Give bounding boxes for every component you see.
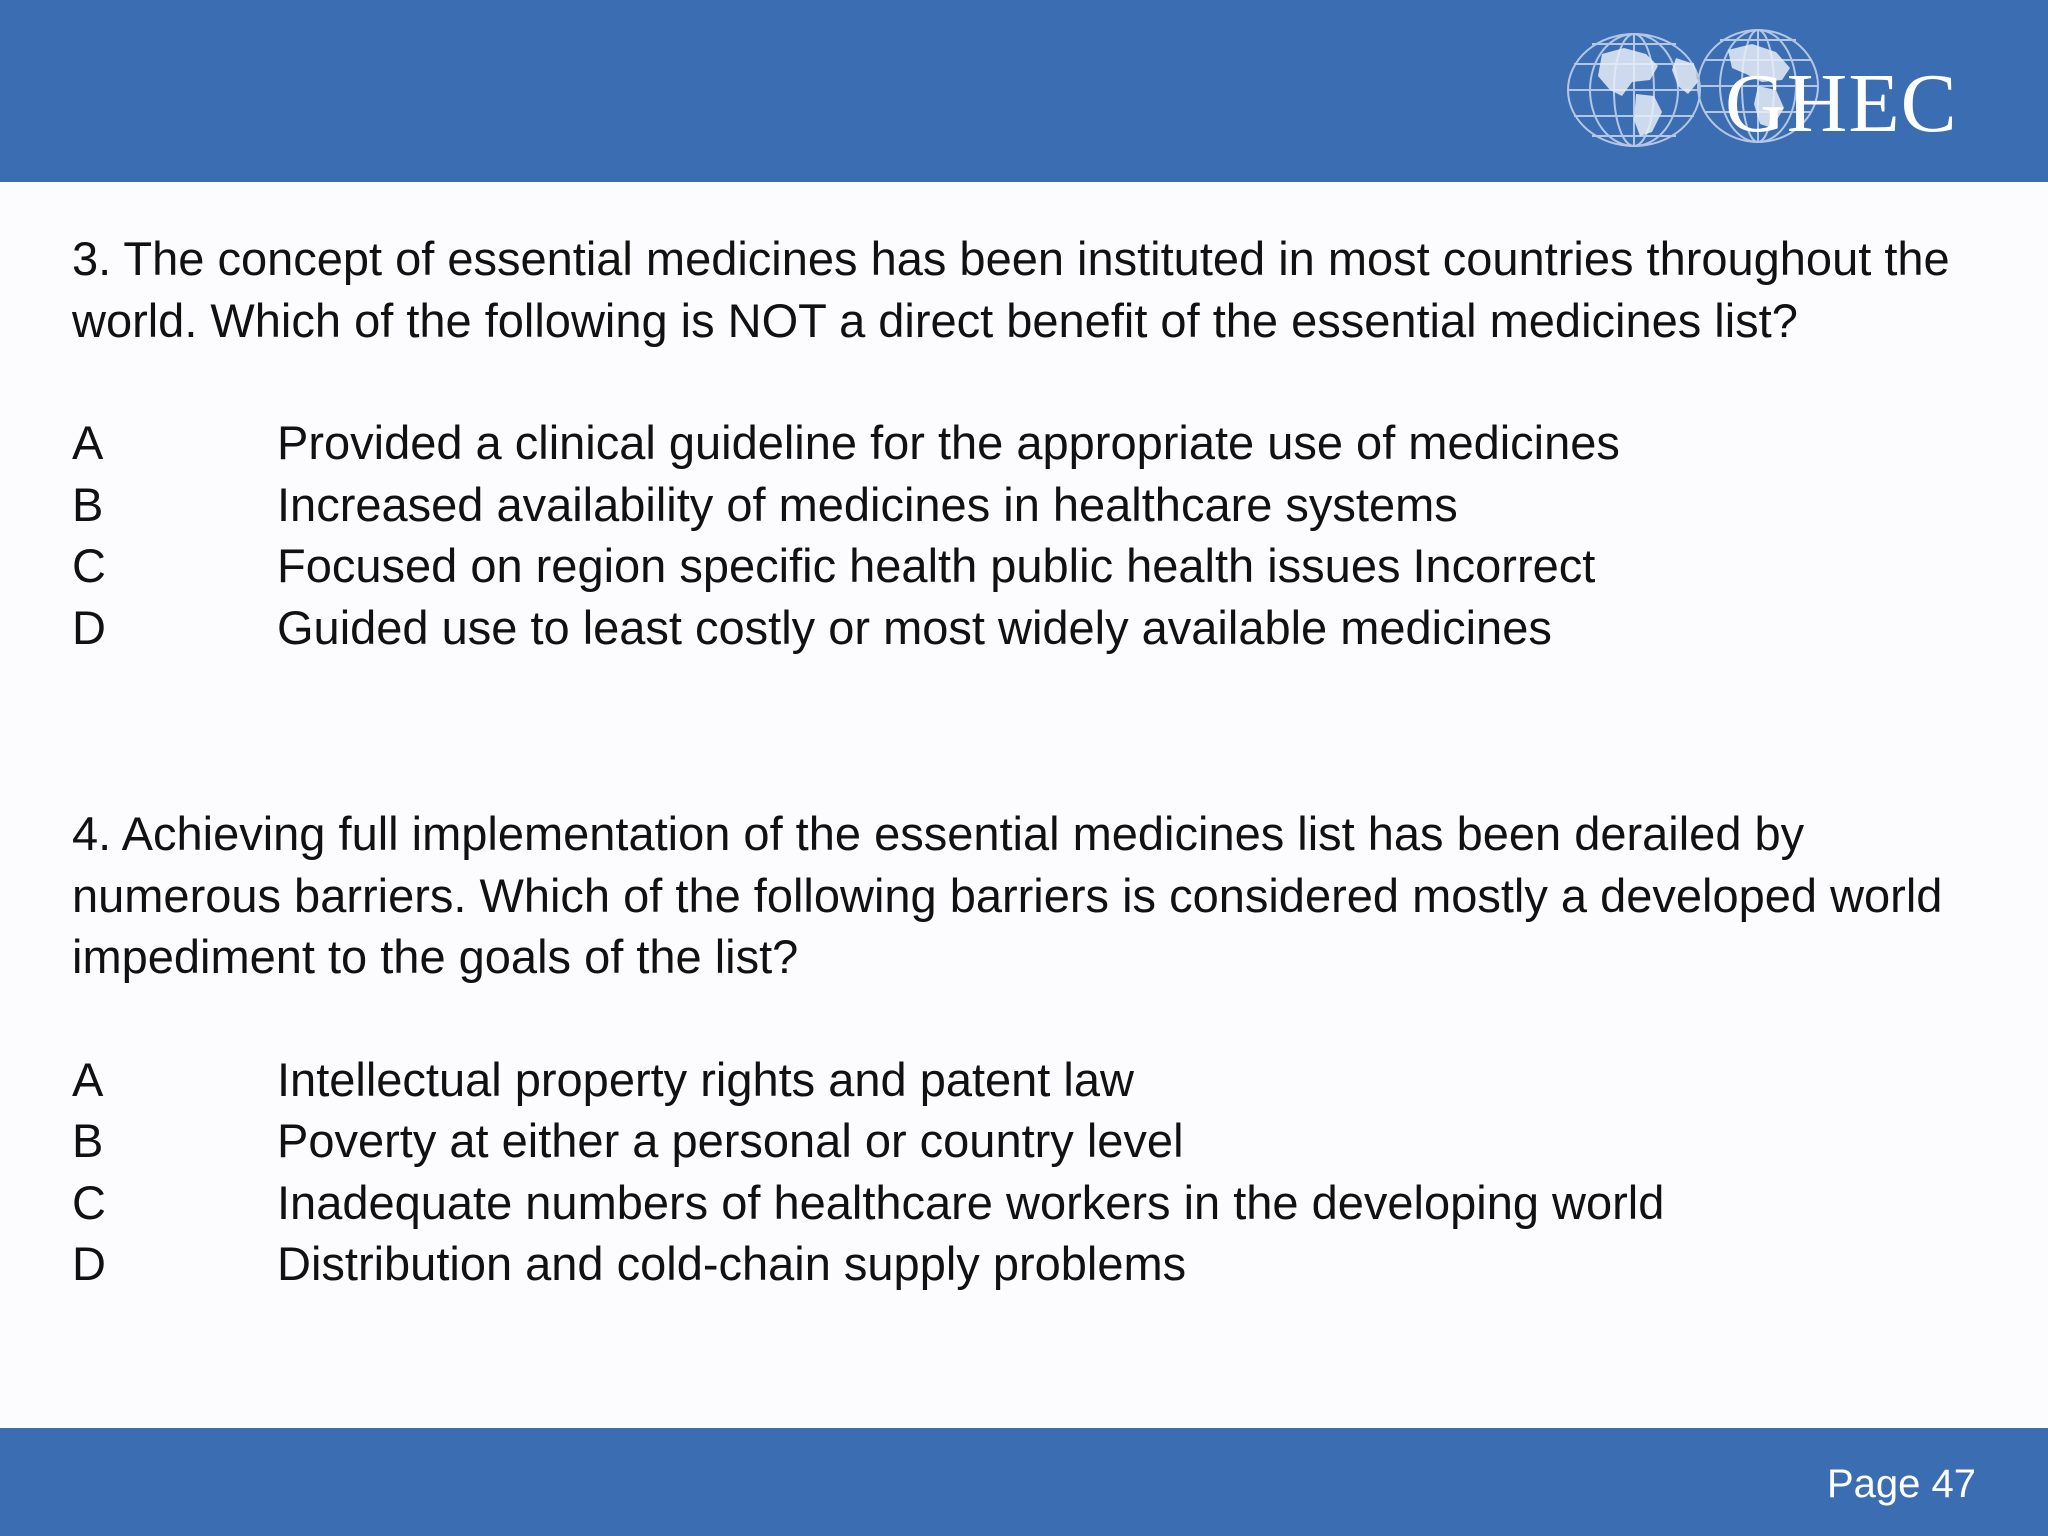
quiz-content <box>72 228 1982 1295</box>
option-a <box>72 1049 1982 1111</box>
option-b <box>72 1110 1982 1172</box>
answer-options <box>72 412 1982 658</box>
option-letter: B <box>72 477 104 531</box>
question-4 <box>72 803 1982 1295</box>
option-text: Provided a clinical guideline for the appropriate use of medicines <box>277 416 1620 469</box>
option-d <box>72 597 1982 659</box>
footer-bar <box>0 1428 2048 1536</box>
option-text: Poverty at either a personal or country level <box>277 1114 1184 1167</box>
option-letter: D <box>72 600 106 654</box>
option-d <box>72 1233 1982 1295</box>
question-text: 3. The concept of essential medicines has been instituted in most countries throughout the world. Which of the following is NOT a direct benefit of the essential medicines list? <box>72 232 1950 347</box>
option-letter: C <box>72 1175 106 1229</box>
option-letter: D <box>72 1237 106 1290</box>
logo-text: GHEC <box>1725 57 1958 150</box>
incorrect-label: Incorrect <box>1412 539 1596 592</box>
answer-options <box>72 1049 1982 1295</box>
option-text: Inadequate numbers of healthcare workers in the developing world <box>277 1175 1665 1229</box>
option-b <box>72 474 1982 536</box>
page-number: Page 47 <box>1826 1462 1976 1506</box>
option-c <box>72 1172 1982 1234</box>
option-text: Intellectual property rights and patent law <box>277 1052 1134 1106</box>
option-letter: B <box>72 1114 104 1167</box>
option-letter: A <box>72 1052 104 1106</box>
header-bar <box>0 0 2048 182</box>
option-letter: A <box>72 416 104 469</box>
option-text: Increased availability of medicines in healthcare systems <box>277 477 1458 531</box>
option-text: Distribution and cold-chain supply problems <box>277 1237 1187 1290</box>
option-a <box>72 412 1982 474</box>
question-3 <box>72 228 1982 658</box>
option-letter: C <box>72 539 106 592</box>
option-text: Focused on region specific health public health issues <box>277 539 1401 592</box>
question-text: 4. Achieving full implementation of the essential medicines list has been derailed by numerous barriers. Which of the following barriers is considered mostly a developed world impediment to the goals of the list? <box>72 807 1943 983</box>
ghec-logo <box>1562 24 1998 156</box>
option-c <box>72 535 1982 597</box>
option-text: Guided use to least costly or most widely available medicines <box>277 600 1552 654</box>
